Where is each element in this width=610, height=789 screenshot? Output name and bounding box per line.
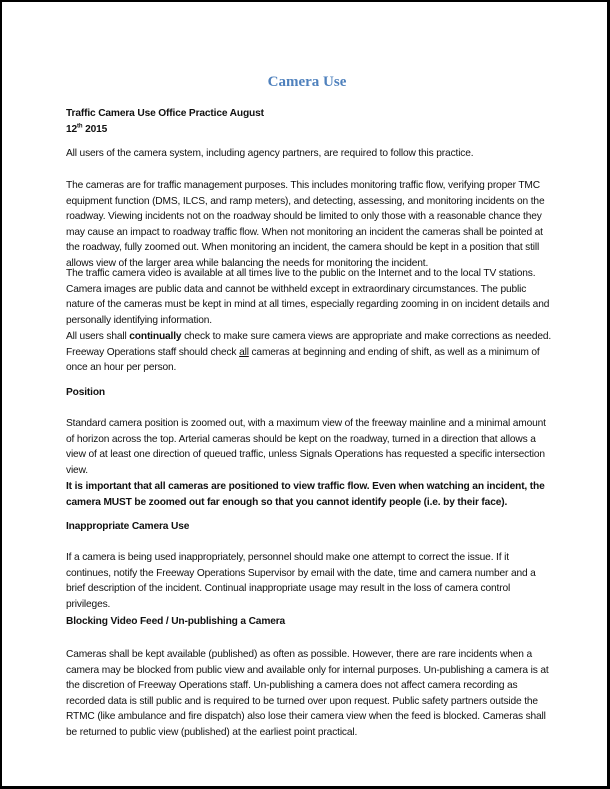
position-paragraph: Standard camera position is zoomed out, with a maximum view of the freeway mainline and a minimal amount of horizon across the top. Arterial cameras should be kept on the roadway, turned in a direction that allows a view of at least one direction of queued traffic, unless Signals Operations has requested a specific intersection view. (66, 418, 546, 476)
check-paragraph (66, 329, 556, 376)
inappropriate-paragraph: If a camera is being used inappropriately, personnel should make one attempt to correct the issue. If it continues, notify the Freeway Operations Supervisor by email with the date, time and camera number and a brief description of the incident. Continual inappropriate usage may result in the loss of camera control privileges. (66, 552, 536, 610)
blocking-paragraph: Cameras shall be kept available (published) as often as possible. However, there are rare incidents when a camera may be blocked from public view and available only for internal purposes. Un-publishing a camera is at the discretion of Freeway Operations staff. Un-publishing a camera does not affect camera recording as recorded data is still public and is required to be turned over upon request. Public safety partners outside the RTMC (like ambulance and fire dispatch) also lose their camera view when the feed is blocked. Cameras shall be returned to public view (published) at the earliest point practical. (66, 649, 549, 738)
page-title: Camera Use (267, 74, 347, 90)
intro-paragraph: All users of the camera system, including agency partners, are required to follow this practice. (66, 148, 474, 159)
heading-position: Position (66, 387, 105, 398)
check-mid: check to make sure camera views are appropriate and make corrections as needed. Freeway Operations staff should check (66, 331, 552, 358)
public-paragraph: The traffic camera video is available at all times live to the public on the Internet and to the local TV stations. Camera images are public data and cannot be withheld except in extraordinary circumstances. The public nature of the cameras must be kept in mind at all times, especially regarding zooming in on incident details and personally identifying information. (66, 268, 550, 326)
subtitle-day-suffix: th (77, 123, 83, 130)
important-paragraph: It is important that all cameras are positioned to view traffic flow. Even when watching an incident, the camera MUST be zoomed out far enough so that you cannot identify people (i.e. by their face). (66, 481, 545, 508)
subtitle-line1: Traffic Camera Use Office Practice August (66, 108, 264, 119)
subtitle-day: 12 (66, 123, 78, 135)
check-post: cameras at beginning and ending of shift, as well as a minimum of once an hour per person. (66, 346, 540, 374)
purpose-paragraph: The cameras are for traffic management purposes. This includes monitoring traffic flow, verifying proper TMC equipment function (DMS, ILCS, and ramp meters), and detecting, assessing, and monitoring incidents on the roadway. Viewing incidents not on the roadway should be limited to only those with a reasonable chance they may cause an impact to roadway traffic flow. When not monitoring an incident the cameras shall be pointed at the roadway, fully zoomed out. When monitoring an incident, the camera should be kept in a position that still allows view of the larger area while balancing the needs for monitoring the incident. (66, 180, 545, 269)
subtitle (66, 106, 556, 137)
check-bold-continually: continually (129, 331, 182, 342)
heading-inappropriate: Inappropriate Camera Use (66, 521, 190, 532)
heading-blocking: Blocking Video Feed / Un-publishing a Camera (66, 616, 286, 627)
subtitle-year: 2015 (82, 123, 108, 135)
check-underlined-all: all (239, 346, 249, 358)
check-pre: All users shall (66, 331, 130, 342)
